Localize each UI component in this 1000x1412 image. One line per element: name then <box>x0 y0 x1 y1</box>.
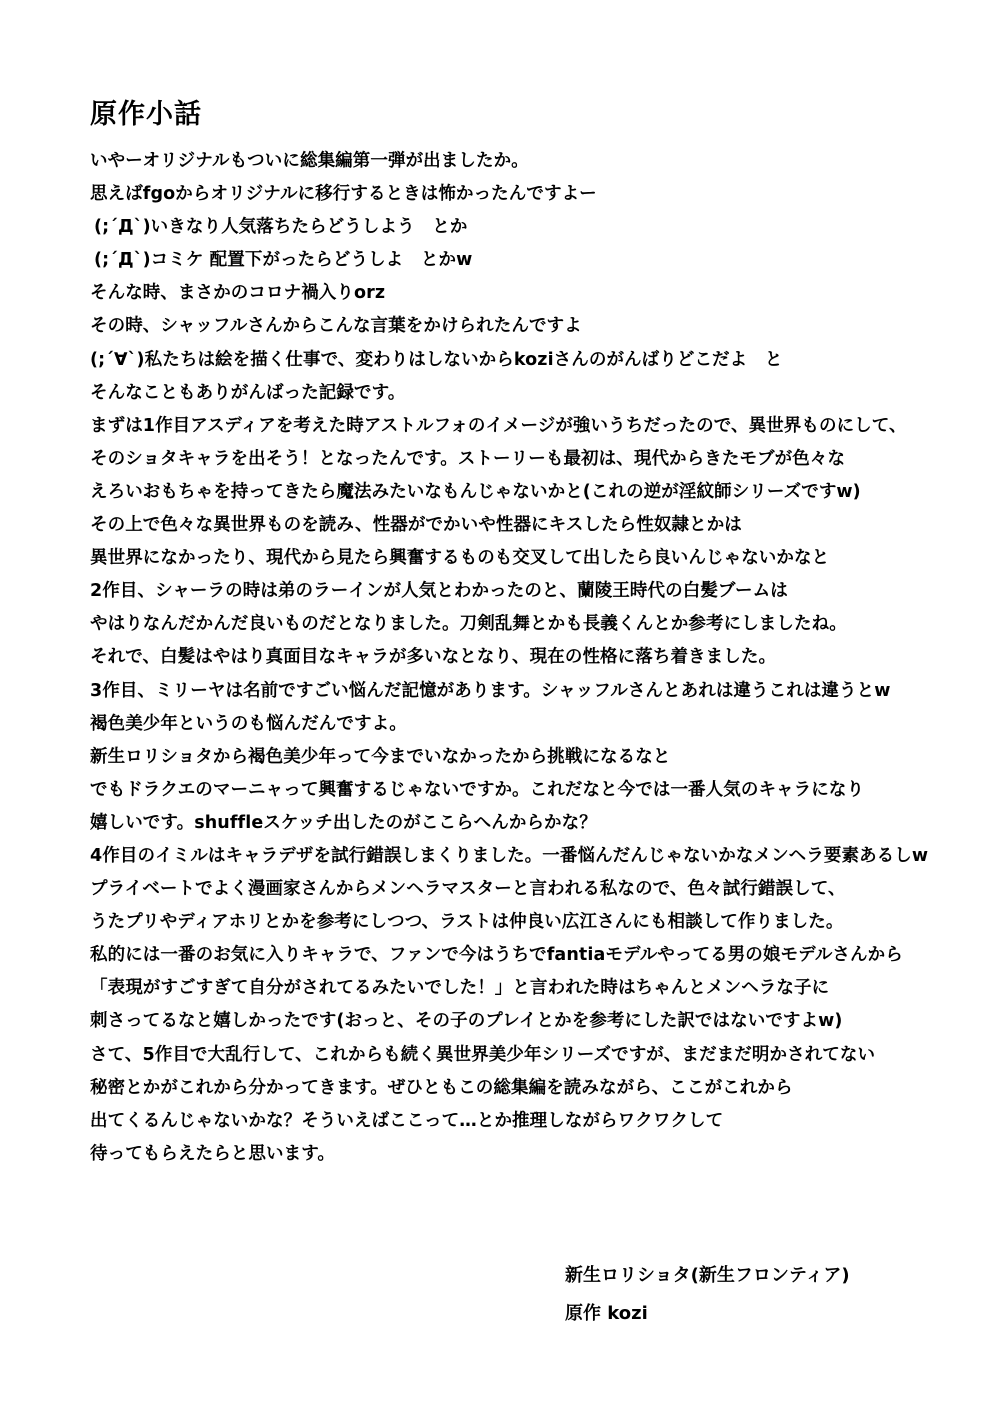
text-line: (;´∀`)私たちは絵を描く仕事で、変わりはしないからkoziさんのがんばりどこだよ と <box>90 349 783 370</box>
text-line: (;´Д`)いきなり人気落ちたらどうしよう とか <box>94 217 468 238</box>
text-line: そんな時、まさかのコロナ禍入りorz <box>90 283 386 304</box>
text-line: そのショタキャラを出そう！となったんです。ストーリーも最初は、現代からきたモブが色々な <box>90 448 846 469</box>
signature <box>565 1257 850 1333</box>
text-line: 褐色美少年というのも悩んだんですよ。 <box>90 713 407 734</box>
text-line: まずは1作目アスディアを考えた時アストルフォのイメージが強いうちだったので、異世界ものにして、 <box>90 415 907 436</box>
text-line: さて、5作目で大乱行して、これからも続く異世界美少年シリーズですが、まだまだ明かされてない <box>90 1044 876 1065</box>
text-line: 私的には一番のお気に入りキャラで、ファンで今はうちでfantiaモデルやってる男の娘モデルさんから <box>90 945 903 966</box>
text-line: 異世界になかったり、現代から見たら興奮するものも交叉して出したら良いんじゃないかなと <box>90 548 830 569</box>
text-line: (;´Д`)コミケ 配置下がったらどうしよ とかw <box>94 250 473 271</box>
text-line: 嬉しいです。shuffleスケッチ出したのがここらへんからかな？ <box>90 812 597 833</box>
text-line: それで、白髪はやはり真面目なキャラが多いなとなり、現在の性格に落ち着きました。 <box>90 647 777 668</box>
text-line: 思えばfgoからオリジナルに移行するときは怖かったんですよー <box>90 184 597 205</box>
afterword-text <box>90 145 970 1171</box>
page-title: 原作小話 <box>90 99 202 130</box>
text-line: プライベートでよく漫画家さんからメンヘラマスターと言われる私なので、色々試行錯誤して、 <box>90 879 846 900</box>
text-line: 新生ロリショタから褐色美少年って今までいなかったから挑戦になるなと <box>90 746 671 767</box>
signature-author: 原作 kozi <box>565 1303 648 1324</box>
text-line: 2作目、シャーラの時は弟のラーインが人気とわかったのと、蘭陵王時代の白髪ブームは <box>90 581 788 602</box>
text-line: 待ってもらえたらと思います。 <box>90 1143 335 1164</box>
text-line: 「表現がすごすぎて自分がされてるみたいでした！」と言われた時はちゃんとメンヘラな子に <box>90 978 830 999</box>
text-line: 3作目、ミリーヤは名前ですごい悩んだ記憶があります。シャッフルさんとあれは違うこれは違うとw <box>90 680 891 701</box>
text-line: そんなこともありがんばった記録です。 <box>90 382 406 403</box>
text-line: 出てくるんじゃないかな？そういえばここって…とか推理しながらワクワクして <box>90 1110 724 1131</box>
text-line: その上で色々な異世界ものを読み、性器がでかいや性器にキスしたら性奴隷とかは <box>90 515 742 536</box>
text-line: でもドラクエのマーニャって興奮するじゃないですか。これだなと今では一番人気のキャラになり <box>90 779 865 800</box>
text-line: その時、シャッフルさんからこんな言葉をかけられたんですよ <box>90 316 582 337</box>
text-line: やはりなんだかんだ良いものだとなりました。刀剣乱舞とかも長義くんとか参考にしましたね。 <box>90 614 847 635</box>
text-line: 秘密とかがこれから分かってきます。ぜひともこの総集編を読みながら、ここがこれから <box>90 1077 793 1098</box>
text-line: うたプリやディアホリとかを参考にしつつ、ラストは仲良い広江さんにも相談して作りました。 <box>90 912 844 933</box>
text-line: 刺さってるなと嬉しかったです(おっと、その子のプレイとかを参考にした訳ではないですよw) <box>90 1011 843 1032</box>
text-line: えろいおもちゃを持ってきたら魔法みたいなもんじゃないかと(これの逆が淫紋師シリーズですw) <box>90 481 861 502</box>
text-line: 4作目のイミルはキャラデザを試行錯誤しまくりました。一番悩んだんじゃないかなメンヘラ要素あるしw <box>90 845 929 866</box>
text-line: いやーオリジナルもついに総集編第一弾が出ましたか。 <box>90 151 529 171</box>
signature-circle: 新生ロリショタ(新生フロンティア) <box>565 1265 850 1286</box>
